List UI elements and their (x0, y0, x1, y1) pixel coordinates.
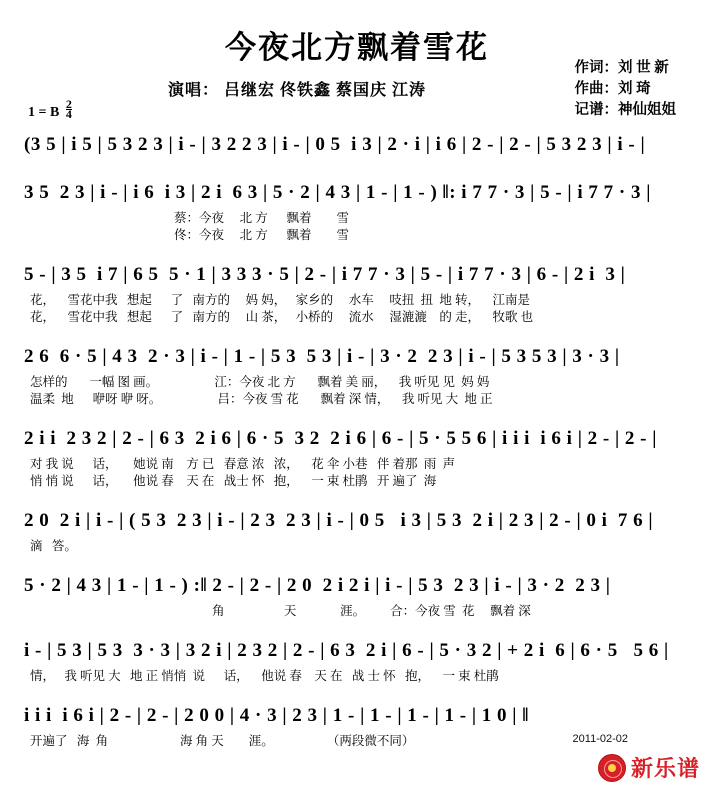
meter-denominator: 4 (65, 107, 72, 121)
site-logo-text: 新乐谱 (630, 756, 700, 781)
transcription-date: 2011-02-02 (572, 733, 628, 745)
music-line (0, 340, 714, 422)
transcriber-credit: 记谱：神仙姐姐 (574, 102, 676, 118)
lyric-row: 悄 悄 说 话， 他说 春 天 在 战士 怀 抱， 一 束 杜鹃 开 遍了 海 (30, 474, 437, 488)
lyric-row: 花， 雪花中我 想起 了 南方的 妈 妈， 家乡的 水车 吱扭 扭 地 转， 江南是 (30, 293, 531, 307)
notation-row: i i i i 6 i | 2 - | 2 - | 2 0 0 | 4 · 3 | 2 3 | 1 - | 1 - | 1 - | 1 - | 1 0 | ‖ (24, 705, 529, 726)
notation-row: 2 i i 2 3 2 | 2 - | 6 3 2 i 6 | 6 · 5 3 2 2 i 6 | 6 - | 5 · 5 5 6 | i i i i 6 i | 2 - | 2 - | (24, 428, 657, 449)
notation-row: 3 5 2 3 | i - | i 6 i 3 | 2 i 6 3 | 5 · 2 | 4 3 | 1 - | 1 - ) ‖: i 7 7 · 3 | 5 - | i 7 7 · 3 | (24, 182, 651, 203)
music-line (0, 569, 714, 634)
lyric-row: 对 我 说 话， 她说 南 方 已 春意 浓 浓， 花 伞 小巷 伴 着那 雨 声 (30, 457, 456, 471)
lyric-row: 情， 我 听见 大 地 正 悄悄 说 话， 他说 春 天 在 战 士 怀 抱， 一 束 杜鹃 (30, 669, 499, 683)
lyric-row: 温柔 地 咿呀 咿 呀。 吕：今夜 雪 花 飘着 深 情， 我 听见 大 地 正 (30, 392, 493, 406)
lyric-row: 花， 雪花中我 想起 了 南方的 山 茶， 小桥的 流水 湿漉漉 的 走， 牧歌 也 (30, 310, 534, 324)
lyricist-credit: 作词：刘 世 新 (574, 60, 669, 76)
credits-block (575, 58, 677, 121)
notation-row: (3 5 | i 5 | 5 3 2 3 | i - | 3 2 2 3 | i - | 0 5 i 3 | 2 · i | i 6 | 2 - | 2 - | 5 3 2 3 | i - | (24, 134, 646, 155)
time-signature (65, 97, 72, 121)
notation-row: 2 6 6 · 5 | 4 3 2 · 3 | i - | 1 - | 5 3 5 3 | i - | 3 · 2 2 3 | i - | 5 3 5 3 | 3 · 3 | (24, 346, 620, 367)
lyric-row: 怎样的 一幅 图 画。 江：今夜 北 方 飘着 美 丽， 我 听见 见 妈 妈 (30, 375, 490, 389)
music-line (0, 128, 714, 176)
lyric-row: 开遍了 海 角 海 角 天 涯。 （两段微不同） (30, 734, 415, 748)
music-line (0, 422, 714, 504)
lyric-row: 蔡：今夜 北 方 飘着 雪 (174, 211, 350, 225)
key-signature: 1 = B (28, 105, 60, 120)
site-logo[interactable] (598, 752, 700, 783)
page-title: 今夜北方飘着雪花 (225, 30, 489, 65)
music-line (0, 504, 714, 569)
music-line (0, 258, 714, 340)
performers-line: 演唱： 吕继宏 佟铁鑫 蔡国庆 江涛 (167, 82, 426, 99)
music-line (0, 176, 714, 258)
composer-credit: 作曲：刘 琦 (574, 81, 651, 97)
notation-row: i - | 5 3 | 5 3 3 · 3 | 3 2 i | 2 3 2 | 2 - | 6 3 2 i | 6 - | 5 · 3 2 | + 2 i 6 | 6 · 5 5 6 | (24, 640, 669, 661)
music-body (0, 128, 714, 750)
lyric-row: 角 天 涯。 合：今夜 雪 花 飘着 深 (212, 604, 531, 618)
meter-numerator: 2 (65, 97, 72, 111)
vinyl-disc-icon (598, 754, 626, 782)
notation-row: 5 - | 3 5 i 7 | 6 5 5 · 1 | 3 3 3 · 5 | 2 - | i 7 7 · 3 | 5 - | i 7 7 · 3 | 6 - | 2 i 3 | (24, 264, 626, 285)
lyric-row: 滴 答。 (30, 539, 77, 553)
key-and-meter (28, 97, 72, 121)
lyric-row: 佟：今夜 北 方 飘着 雪 (174, 228, 350, 242)
music-line (0, 634, 714, 699)
notation-row: 5 · 2 | 4 3 | 1 - | 1 - ) :‖ 2 - | 2 - | 2 0 2 i 2 i | i - | 5 3 2 3 | i - | 3 · 2 2 3 | (24, 575, 611, 596)
notation-row: 2 0 2 i | i - | ( 5 3 2 3 | i - | 2 3 2 3 | i - | 0 5 i 3 | 5 3 2 i | 2 3 | 2 - | 0 i 7 6 | (24, 510, 654, 531)
